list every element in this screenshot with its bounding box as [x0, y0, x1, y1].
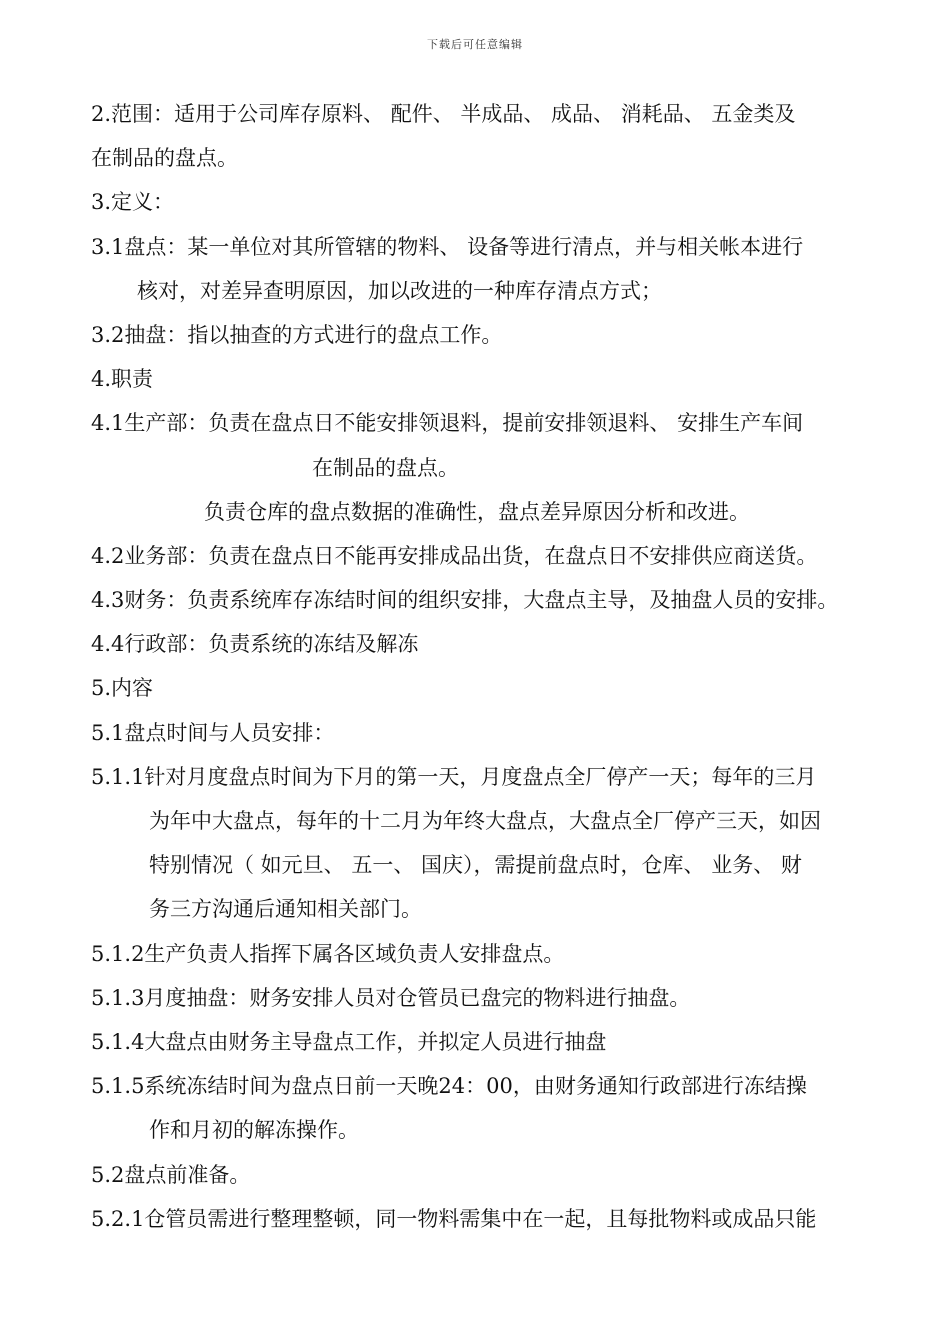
text-line: 务三方沟通后通知相关部门。 [149, 897, 422, 922]
text-line: 为年中大盘点，每年的十二月为年终大盘点，大盘点全厂停产三天，如因 [149, 809, 821, 833]
text-line: 3.1盘点：某一单位对其所管辖的物料、 设备等进行清点，并与相关帐本进行 [91, 234, 804, 259]
text-line: 5.2.1仓管员需进行整理整顿，同一物料需集中在一起，且每批物料或成品只能 [91, 1206, 817, 1231]
page-header-note: 下载后可任意编辑 [427, 38, 523, 51]
text-line: 负责仓库的盘点数据的准确性，盘点差异原因分析和改进。 [204, 499, 750, 524]
text-line: 在制品的盘点。 [91, 146, 238, 171]
text-line: 2.范围：适用于公司库存原料、 配件、 半成品、 成品、 消耗品、 五金类及 [91, 102, 796, 126]
text-line: 4.2业务部：负责在盘点日不能再安排成品出货，在盘点日不安排供应商送货。 [91, 543, 818, 568]
document-body [91, 92, 911, 1241]
text-line: 3.2抽盘：指以抽查的方式进行的盘点工作。 [91, 322, 503, 347]
text-line: 特别情况（ 如元旦、 五一、 国庆），需提前盘点时，仓库、 业务、 财 [149, 853, 802, 878]
text-line: 3.定义： [91, 190, 175, 215]
text-line: 5.2盘点前准备。 [91, 1162, 251, 1187]
text-line: 4.4行政部：负责系统的冻结及解冻 [91, 632, 419, 657]
text-line: 5.1盘点时间与人员安排： [91, 720, 335, 745]
text-line: 5.1.1针对月度盘点时间为下月的第一天，月度盘点全厂停产一天；每年的三月 [91, 764, 817, 789]
text-line: 5.1.4大盘点由财务主导盘点工作，并拟定人员进行抽盘 [91, 1029, 607, 1054]
text-line: 5.1.3月度抽盘：财务安排人员对仓管员已盘完的物料进行抽盘。 [91, 985, 691, 1010]
text-line: 5.1.2生产负责人指挥下属各区域负责人安排盘点。 [91, 941, 565, 966]
text-line: 5.内容 [91, 676, 154, 701]
text-line: 4.3财务：负责系统库存冻结时间的组织安排，大盘点主导，及抽盘人员的安排。 [91, 588, 839, 613]
text-line: 作和月初的解冻操作。 [149, 1118, 359, 1143]
text-line: 4.1生产部：负责在盘点日不能安排领退料，提前安排领退料、 安排生产车间 [91, 411, 804, 436]
text-line: 在制品的盘点。 [312, 455, 459, 480]
text-line: 4.职责 [91, 367, 154, 392]
text-line: 5.1.5系统冻结时间为盘点日前一天晚24：00，由财务通知行政部进行冻结操 [91, 1074, 807, 1099]
text-line: 核对，对差异查明原因，加以改进的一种库存清点方式； [137, 278, 662, 303]
